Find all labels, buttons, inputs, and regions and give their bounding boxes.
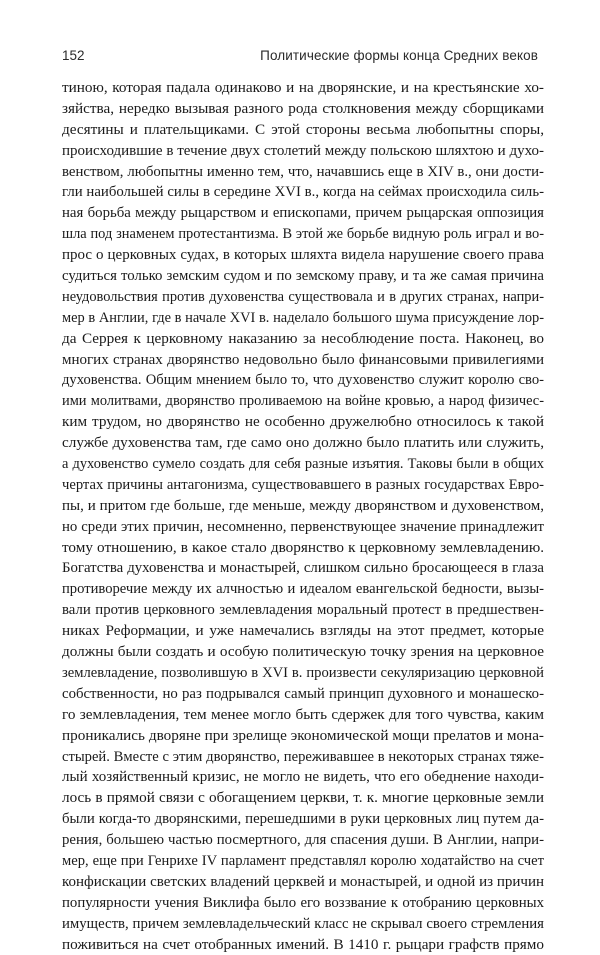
text-line: многих странах дворянство недовольно было финансовыми привилегиями <box>62 351 544 368</box>
text-line: популярности учения Виклифа было его воззвание к отобранию церковных <box>62 894 544 911</box>
text-line: чертах причины антагонизма, существовавшего в разных государствах Евро- <box>62 476 544 493</box>
text-line: мер в Англии, где в начале XVI в. наделало большого шума присуждение лор- <box>62 309 544 326</box>
text-line: должны были создать и особую политическую точку зрения на церковное <box>62 643 544 661</box>
text-line: противоречие между их алчностью и идеалом евангельской бедности, вызы- <box>62 581 544 598</box>
text-line: да Серрея к церковному наказанию за несоблюдение поста. Наконец, во <box>62 329 544 347</box>
text-line: происходившие в течение двух столетий между польскою шляхтою и духо- <box>62 142 544 159</box>
text-line: мер, еще при Генрихе IV парламент представлял королю ходатайство на счет <box>62 852 544 869</box>
text-line: судиться только земским судом и по земскому праву, и та же самая причина <box>62 268 544 285</box>
text-line: но среди этих причин, несомненно, первенствующее значение принадлежит <box>62 518 544 535</box>
body-text <box>62 78 544 955</box>
text-line: а духовенство сумело создать для себя разные изъятия. Таковы были в общих <box>62 456 544 473</box>
text-line: зяйства, нередко вызывая разного рода столкновения между сборщиками <box>62 99 544 117</box>
page-header <box>62 48 538 70</box>
text-line: службе духовенства там, где само оно должно было платить или служить, <box>62 434 544 452</box>
text-line: имуществ, причем землевладельческий класс не скрывал своего стремления <box>62 915 544 932</box>
text-line: вали против церковного землевладения моральный протест в предшествен- <box>62 602 544 619</box>
text-line: ная борьба между рыцарством и епископами, причем рыцарская оппозиция <box>62 205 544 222</box>
text-line: поживиться на счет отобранных имений. В 1410 г. рыцари графств прямо <box>62 935 544 953</box>
text-line: духовенства. Общим мнением было то, что духовенство служит королю сво- <box>62 372 544 389</box>
text-line: проникались дворяне при зрелище экономической мощи прелатов и мона- <box>62 726 544 744</box>
text-line: рения, большею частью посмертного, для спасения души. В Англии, напри- <box>62 832 544 849</box>
text-line: конфискации светских владений церквей и монастырей, и одной из причин <box>62 873 544 890</box>
text-line: землевладение, позволившую в XVI в. произвести секуляризацию церковной <box>62 664 544 681</box>
text-line: пы, и притом где больше, где меньше, между дворянством и духовенством, <box>62 497 544 514</box>
running-title: Политические формы конца Средних веков <box>260 48 538 63</box>
text-line: прос о церковных судах, в которых шляхта видела нарушение своего права <box>62 247 544 264</box>
text-line: никах Реформации, и уже намечались взгляды на этот предмет, которые <box>62 622 544 640</box>
text-line: были когда-то дворянскими, перешедшими в руки церковных лиц путем да- <box>62 811 544 828</box>
text-line: го землевладения, тем менее могло быть сдержек для того чувства, каким <box>62 705 544 723</box>
text-line: ими молитвами, дворянство проливаемою на войне кровью, а народ физичес- <box>62 393 544 410</box>
text-line: неудовольствия против духовенства существовала и в других странах, напри- <box>62 288 544 305</box>
text-line: венством, любопытны именно тем, что, начавшись еще в XIV в., они дости- <box>62 163 544 180</box>
text-line: ким трудом, но дворянство не особенно дружелюбно относилось к такой <box>62 413 544 431</box>
text-line: десятины и плательщиками. С этой стороны весьма любопытны споры, <box>62 120 544 138</box>
text-line: стырей. Вместе с этим дворянство, переживавшее в некоторых странах тяже- <box>62 748 544 765</box>
text-line: лось в прямой связи с обогащением церкви, т. к. многие церковные земли <box>62 789 544 807</box>
text-line: гли наибольшей силы в середине XVI в., когда на сеймах происходила силь- <box>62 184 544 201</box>
text-line: тому отношению, в какое стало дворянство к церковному землевладению. <box>62 538 544 556</box>
text-line: тиною, которая падала одинаково и на дворянские, и на крестьянские хо- <box>62 79 544 96</box>
text-line: Богатства духовенства и монастырей, слишком сильно бросающееся в глаза <box>62 560 544 577</box>
page-number: 152 <box>62 48 85 63</box>
text-line: лый хозяйственный кризис, не могло не видеть, что его обеднение находи- <box>62 769 544 786</box>
text-line: шла под знаменем протестантизма. В этой же борьбе видную роль играл и во- <box>62 226 544 243</box>
text-line: собственности, но раз подрывался самый принцип духовного и монашеско- <box>62 685 544 702</box>
